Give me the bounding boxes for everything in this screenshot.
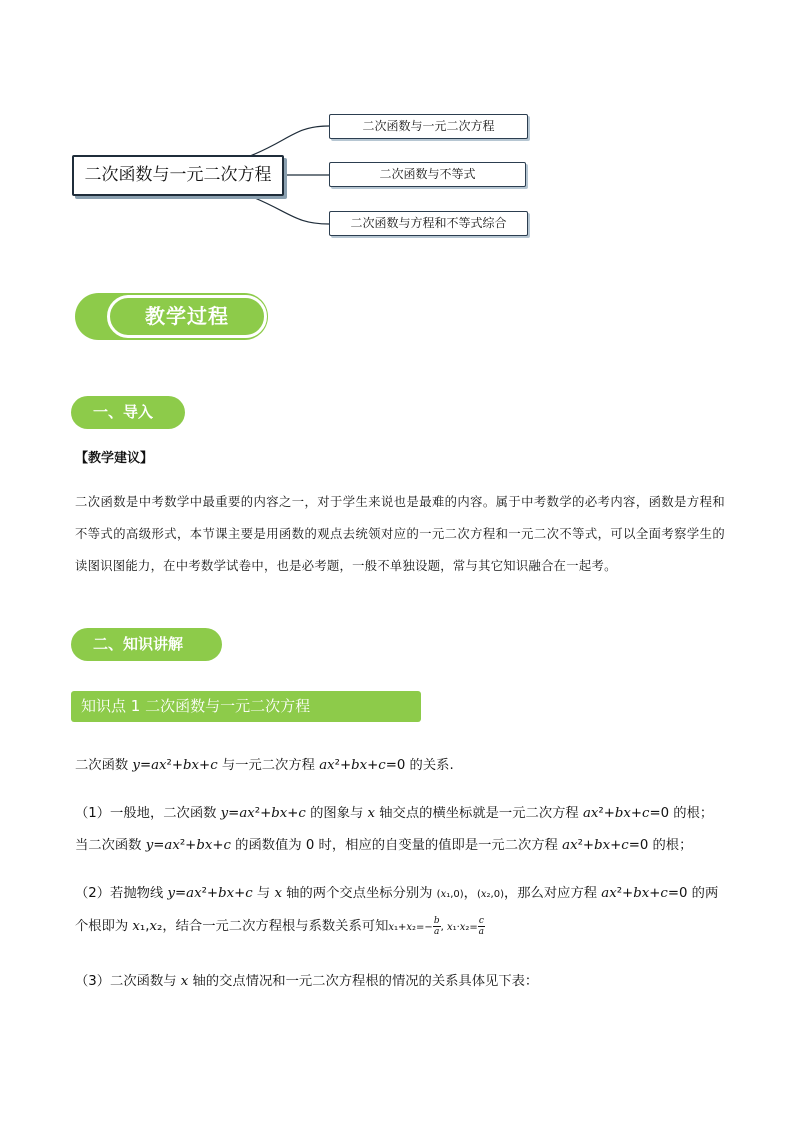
mindmap-root: 二次函数与一元二次方程: [72, 155, 284, 196]
point-3: （3）二次函数与 x 轴的交点情况和一元二次方程根的情况的关系具体见下表：: [75, 974, 539, 989]
section-banner-title: 教学过程: [107, 295, 267, 338]
section-heading-intro: 一、导入: [71, 396, 185, 429]
point-2: （2）若抛物线 y=ax²+bx+c 与 x 轴的两个交点坐标分别为 (x₁,0)，(x₂,0)，那么对应方程 ax²+bx+c=0 的两个根即为 x₁,x₂，结合一元二次方程根与系数关系可知x₁+x₂=− $\frac{b}{a}$ , x₁·x₂= $\frac{c}{a}$: [75, 886, 719, 937]
mindmap-branch: 二次函数与不等式: [329, 162, 526, 187]
point-1: （1）一般地，二次函数 y=ax²+bx+c 的图象与 x 轴交点的横坐标就是一元二次方程 ax²+bx+c=0 的根；当二次函数 y=ax²+bx+c 的函数值为 0 时，相应的自变量的值即是一元二次方程 ax²+bx+c=0 的根；: [75, 806, 714, 853]
mindmap-branch: 二次函数与方程和不等式综合: [329, 211, 528, 236]
relation-statement: 二次函数 y=ax²+bx+c 与一元二次方程 ax²+bx+c=0 的关系.: [75, 758, 454, 773]
section-heading-knowledge: 二、知识讲解: [71, 628, 222, 661]
teaching-suggestion-label: 【教学建议】: [75, 451, 154, 466]
teaching-suggestion-text: 二次函数是中考数学中最重要的内容之一，对于学生来说也是最难的内容。属于中考数学的必考内容，函数是方程和不等式的高级形式，本节课主要是用函数的观点去统领对应的一元二次方程和一元二次不等式，可以全面考察学生的读图识图能力，在中考数学试卷中，也是必考题，一般不单独设题，常与其它知识融合在一起考。: [75, 495, 725, 573]
knowledge-point-title: 知识点 1 二次函数与一元二次方程: [71, 691, 421, 722]
mindmap-branch: 二次函数与一元二次方程: [329, 114, 528, 139]
